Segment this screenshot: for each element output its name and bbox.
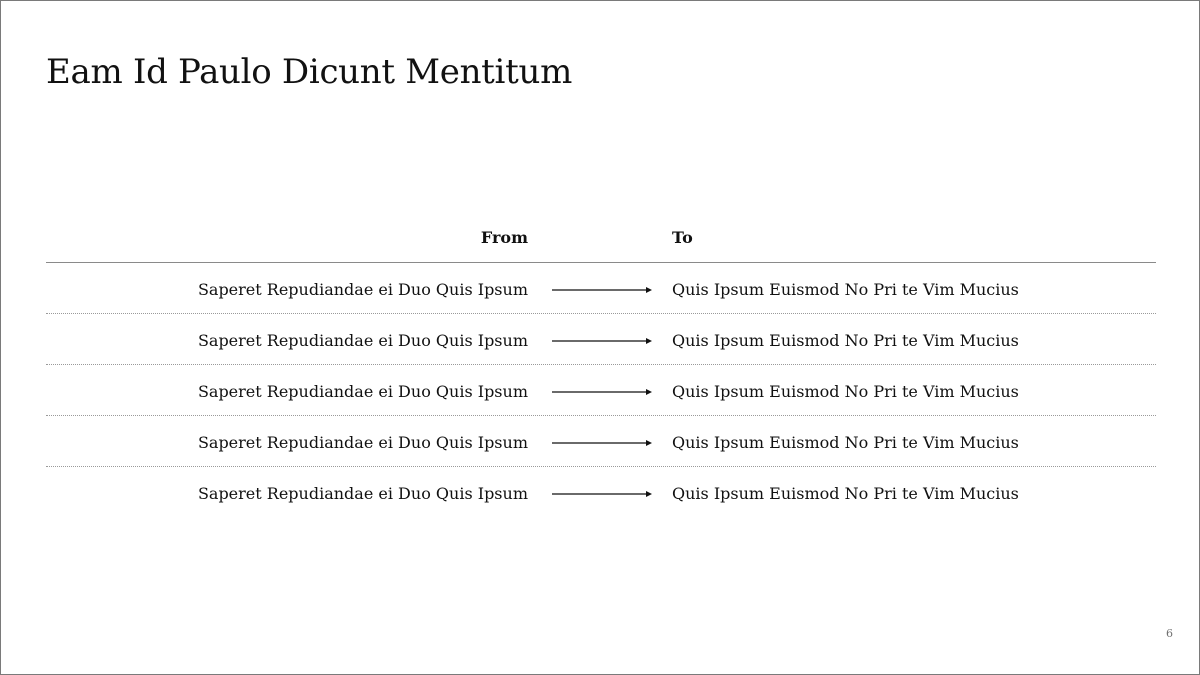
arrow-right-icon	[552, 387, 652, 397]
table-row	[46, 314, 1156, 365]
arrow-right-icon	[552, 336, 652, 346]
from-cell: Saperet Repudiandae ei Duo Quis Ipsum	[197, 382, 528, 401]
from-cell: Saperet Repudiandae ei Duo Quis Ipsum	[197, 433, 528, 452]
to-cell: Quis Ipsum Euismod No Pri te Vim Mucius	[672, 382, 1019, 401]
to-cell: Quis Ipsum Euismod No Pri te Vim Mucius	[672, 331, 1019, 350]
page-number: 6	[1166, 627, 1173, 640]
from-cell: Saperet Repudiandae ei Duo Quis Ipsum	[197, 331, 528, 350]
table-row	[46, 263, 1156, 314]
to-cell: Quis Ipsum Euismod No Pri te Vim Mucius	[672, 280, 1019, 299]
from-cell: Saperet Repudiandae ei Duo Quis Ipsum	[197, 484, 528, 503]
table-header-row	[46, 214, 1156, 263]
from-cell: Saperet Repudiandae ei Duo Quis Ipsum	[197, 280, 528, 299]
arrow-right-icon	[552, 489, 652, 499]
slide-title: Eam Id Paulo Dicunt Mentitum	[46, 52, 573, 92]
arrow-right-icon	[552, 438, 652, 448]
to-column-header: To	[672, 228, 693, 247]
table-row	[46, 365, 1156, 416]
from-to-table	[46, 214, 1156, 517]
from-column-header: From	[480, 228, 528, 247]
to-cell: Quis Ipsum Euismod No Pri te Vim Mucius	[672, 433, 1019, 452]
arrow-right-icon	[552, 285, 652, 295]
to-cell: Quis Ipsum Euismod No Pri te Vim Mucius	[672, 484, 1019, 503]
table-row	[46, 467, 1156, 517]
table-row	[46, 416, 1156, 467]
